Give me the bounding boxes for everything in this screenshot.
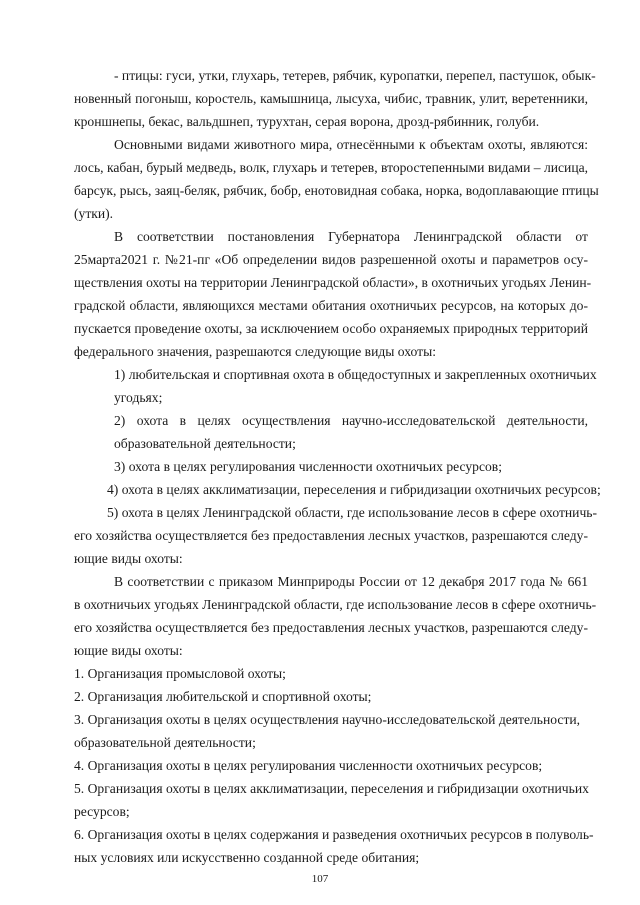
list-item: образовательной деятельности; — [74, 735, 256, 750]
list-item: 4. Организация охоты в целях регулирования численности охотничьих ресурсов; — [74, 758, 543, 773]
text-line: ществления охоты на территории Ленинградской области», в охотничьих угодьях Ленин- — [74, 275, 592, 290]
text-line: ющие виды охоты: — [74, 551, 183, 566]
text-line: Основными видами животного мира, отнесёнными к объектам охоты, являются: — [114, 137, 588, 152]
list-item: 6. Организация охоты в целях содержания и разведения охотничьих ресурсов в полуволь- — [74, 827, 594, 842]
list-item: 1. Организация промысловой охоты; — [74, 666, 286, 681]
text-line: лось, кабан, бурый медведь, волк, глухарь и тетерев, второстепенными видами – лисица, — [74, 160, 589, 175]
text-line: в охотничьих угодьях Ленинградской области, где использование лесов в сфере охотничь- — [74, 597, 597, 612]
text-line: федерального значения, разрешаются следующие виды охоты: — [74, 344, 437, 359]
text-line: кроншнепы, бекас, вальдшнеп, турухтан, серая ворона, дрозд-рябинник, голуби. — [74, 114, 540, 129]
text-line: пускается проведение охоты, за исключением особо охраняемых природных территорий — [74, 321, 588, 336]
list-item: 5) охота в целях Ленинградской области, где использование лесов в сфере охотничь- — [107, 505, 598, 520]
list-item: 3. Организация охоты в целях осуществления научно-исследовательской деятельности, — [74, 712, 581, 727]
list-item: ресурсов; — [74, 804, 130, 819]
text-line: градской области, являющихся местами обитания охотничьих ресурсов, на которых до- — [74, 298, 588, 313]
text-line: (утки). — [74, 206, 114, 221]
list-item: 4) охота в целях акклиматизации, переселения и гибридизации охотничьих ресурсов; — [107, 482, 601, 497]
text-line: его хозяйства осуществляется без предоставления лесных участков, разрешаются следу- — [74, 528, 588, 543]
text-line: ющие виды охоты: — [74, 643, 183, 658]
text-line: его хозяйства осуществляется без предоставления лесных участков, разрешаются следу- — [74, 620, 588, 635]
list-item: 3) охота в целях регулирования численности охотничьих ресурсов; — [114, 459, 502, 474]
list-item: образовательной деятельности; — [114, 436, 296, 451]
list-item: 1) любительская и спортивная охота в общедоступных и закрепленных охотничьих — [114, 367, 597, 382]
text-line: - птицы: гуси, утки, глухарь, тетерев, рябчик, куропатки, перепел, пастушок, обык- — [114, 68, 596, 83]
text-line: В соответствии постановления Губернатора Ленинградской области от — [114, 229, 588, 244]
list-item: ных условиях или искусственно созданной среде обитания; — [74, 850, 420, 865]
page-number: 107 — [311, 873, 329, 885]
text-line: 25марта2021 г. №21-пг «Об определении видов разрешенной охоты и параметров осу- — [74, 252, 588, 267]
list-item: угодьях; — [114, 390, 163, 405]
list-item: 2. Организация любительской и спортивной охоты; — [74, 689, 372, 704]
list-item: 5. Организация охоты в целях акклиматизации, переселения и гибридизации охотничьих — [74, 781, 589, 796]
text-line: новенный погоныш, коростель, камышница, лысуха, чибис, травник, улит, веретенники, — [74, 91, 588, 106]
text-line: барсук, рысь, заяц-беляк, рябчик, бобр, енотовидная собака, норка, водоплавающие птицы — [74, 183, 599, 198]
text-line: В соответствии с приказом Минприроды России от 12 декабря 2017 года № 661 — [114, 574, 588, 589]
list-item: 2) охота в целях осуществления научно-исследовательской деятельности, — [114, 413, 588, 428]
